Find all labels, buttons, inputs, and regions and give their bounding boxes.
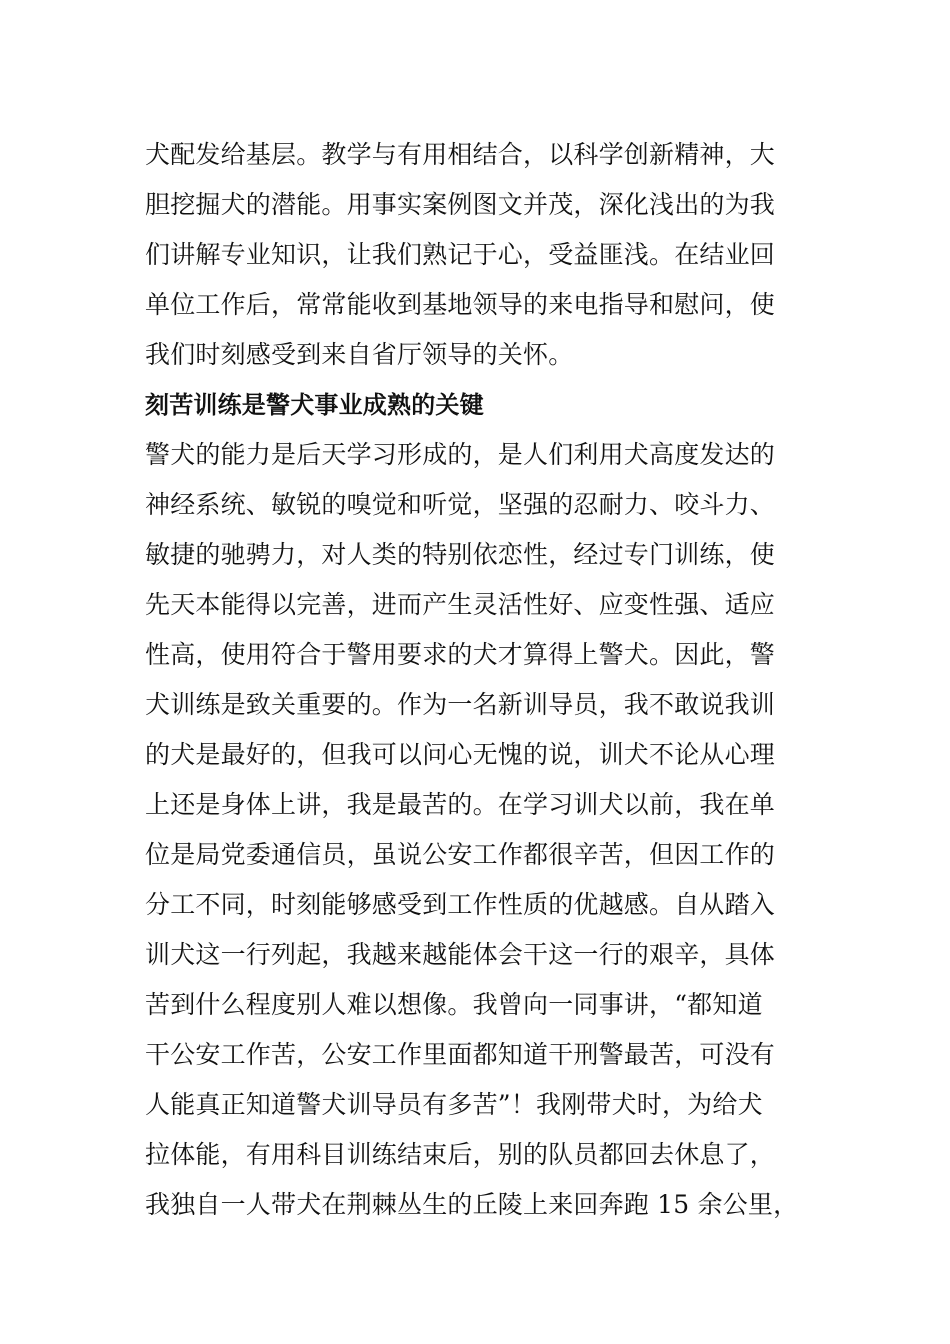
text-line: 胆挖掘犬的潜能。用事实案例图文并茂，深化浅出的为我 [145, 190, 776, 219]
text-line: 我独自一人带犬在荆棘丛生的丘陵上来回奔跑 15 余公里， [145, 1190, 799, 1219]
text-line: 警犬的能力是后天学习形成的，是人们利用犬高度发达的 [145, 440, 776, 469]
section-heading: 刻苦训练是警犬事业成熟的关键 [145, 391, 484, 419]
text-line: 拉体能，有用科目训练结束后，别的队员都回去休息了， [145, 1140, 776, 1169]
text-line: 的犬是最好的，但我可以问心无愧的说，训犬不论从心理 [145, 740, 776, 769]
text-line: 单位工作后，常常能收到基地领导的来电指导和慰问，使 [145, 290, 776, 319]
document-body [145, 130, 799, 1230]
text-line: 先天本能得以完善，进而产生灵活性好、应变性强、适应 [145, 590, 776, 619]
text-line: 敏捷的驰骋力，对人类的特别依恋性，经过专门训练，使 [145, 540, 776, 569]
text-line: 犬配发给基层。教学与有用相结合，以科学创新精神，大 [145, 140, 776, 169]
text-line: 苦到什么程度别人难以想像。我曾向一同事讲，“都知道 [145, 990, 763, 1019]
text-line: 性高，使用符合于警用要求的犬才算得上警犬。因此，警 [145, 640, 776, 669]
text-line: 上还是身体上讲，我是最苦的。在学习训犬以前，我在单 [145, 790, 776, 819]
text-line: 犬训练是致关重要的。作为一名新训导员，我不敢说我训 [145, 690, 776, 719]
text-line: 位是局党委通信员，虽说公安工作都很辛苦，但因工作的 [145, 840, 776, 869]
text-line: 我们时刻感受到来自省厅领导的关怀。 [145, 340, 574, 369]
text-line: 人能真正知道警犬训导员有多苦”！我刚带犬时，为给犬 [145, 1090, 763, 1119]
text-line: 分工不同，时刻能够感受到工作性质的优越感。自从踏入 [145, 890, 776, 919]
text-line: 神经系统、敏锐的嗅觉和听觉，坚强的忍耐力、咬斗力、 [145, 490, 776, 519]
text-line: 干公安工作苦，公安工作里面都知道干刑警最苦，可没有 [145, 1040, 776, 1069]
text-line: 们讲解专业知识，让我们熟记于心，受益匪浅。在结业回 [145, 240, 776, 269]
text-line: 训犬这一行列起，我越来越能体会干这一行的艰辛，具体 [145, 940, 776, 969]
